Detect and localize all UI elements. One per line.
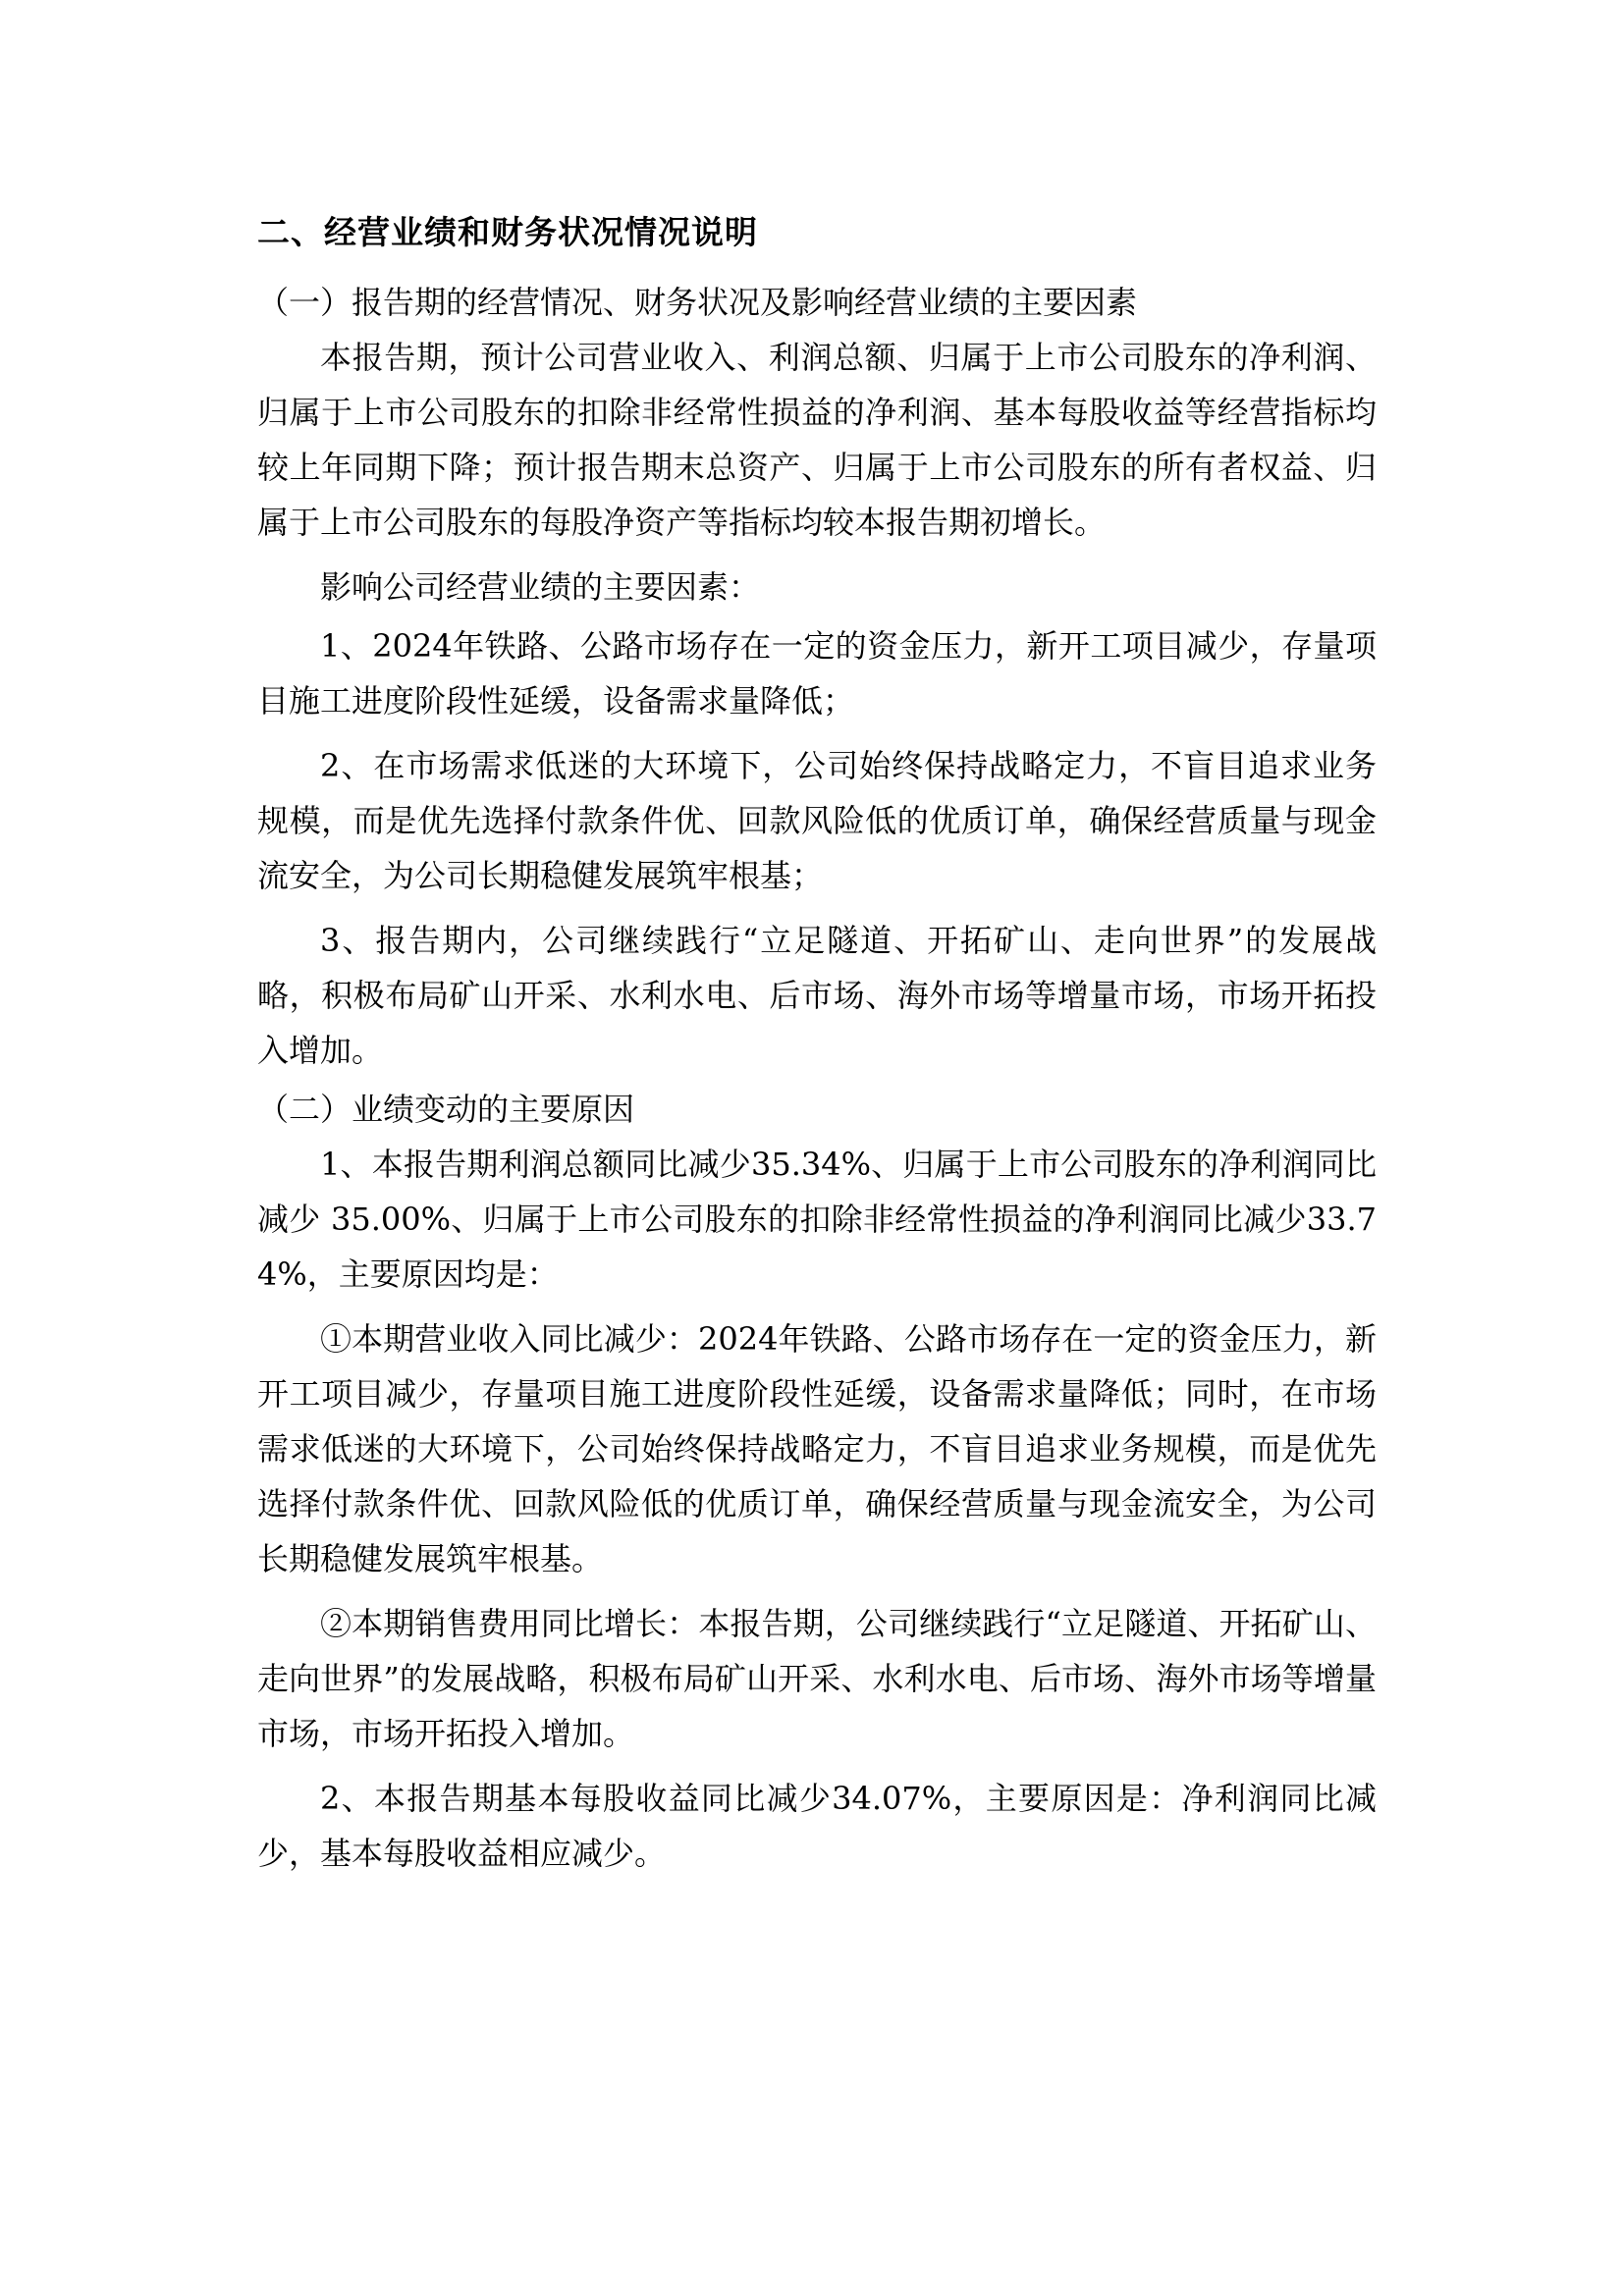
factor-item-3: 3、报告期内，公司继续践行“立足隧道、开拓矿山、走向世界”的发展战略，积极布局矿山开采、水利水电、后市场、海外市场等增量市场，市场开拓投入增加。 [257, 922, 1377, 1069]
reason-item-1: 1、本报告期利润总额同比减少35.34%、归属于上市公司股东的净利润同比减少 35.00%、归属于上市公司股东的扣除非经常性损益的净利润同比减少33.74%，主要原因均是： [257, 1146, 1377, 1293]
factors-heading: 影响公司经营业绩的主要因素： [320, 568, 761, 606]
reason-item-2: 2、本报告期基本每股收益同比减少34.07%，主要原因是：净利润同比减少，基本每股收益相应减少。 [257, 1780, 1377, 1872]
subsection-1-intro: 本报告期，预计公司营业收入、利润总额、归属于上市公司股东的净利润、归属于上市公司股东的扣除非经常性损益的净利润、基本每股收益等经营指标均较上年同期下降；预计报告期末总资产、归属于上市公司股东的所有者权益、归属于上市公司股东的每股净资产等指标均较本报告期初增长。 [257, 339, 1377, 541]
factor-item-2: 2、在市场需求低迷的大环境下，公司始终保持战略定力，不盲目追求业务规模，而是优先选择付款条件优、回款风险低的优质订单，确保经营质量与现金流安全，为公司长期稳健发展筑牢根基； [257, 747, 1377, 894]
factor-item-1: 1、2024年铁路、公路市场存在一定的资金压力，新开工项目减少，存量项目施工进度阶段性延缓，设备需求量降低； [257, 627, 1377, 720]
document-page [257, 208, 1377, 1891]
section-title: 二、经营业绩和财务状况情况说明 [257, 213, 758, 251]
subsection-1-title: （一）报告期的经营情况、财务状况及影响经营业绩的主要因素 [257, 284, 1138, 321]
reason-item-1-sub-1: ①本期营业收入同比减少：2024年铁路、公路市场存在一定的资金压力，新开工项目减少，存量项目施工进度阶段性延缓，设备需求量降低；同时，在市场需求低迷的大环境下，公司始终保持战略定力，不盲目追求业务规模，而是优先选择付款条件优、回款风险低的优质订单，确保经营质量与现金流安全，为公司长期稳健发展筑牢根基。 [257, 1320, 1377, 1577]
reason-item-1-sub-2: ②本期销售费用同比增长：本报告期，公司继续践行“立足隧道、开拓矿山、走向世界”的发展战略，积极布局矿山开采、水利水电、后市场、海外市场等增量市场，市场开拓投入增加。 [257, 1605, 1377, 1752]
subsection-2-title: （二）业绩变动的主要原因 [257, 1091, 635, 1128]
